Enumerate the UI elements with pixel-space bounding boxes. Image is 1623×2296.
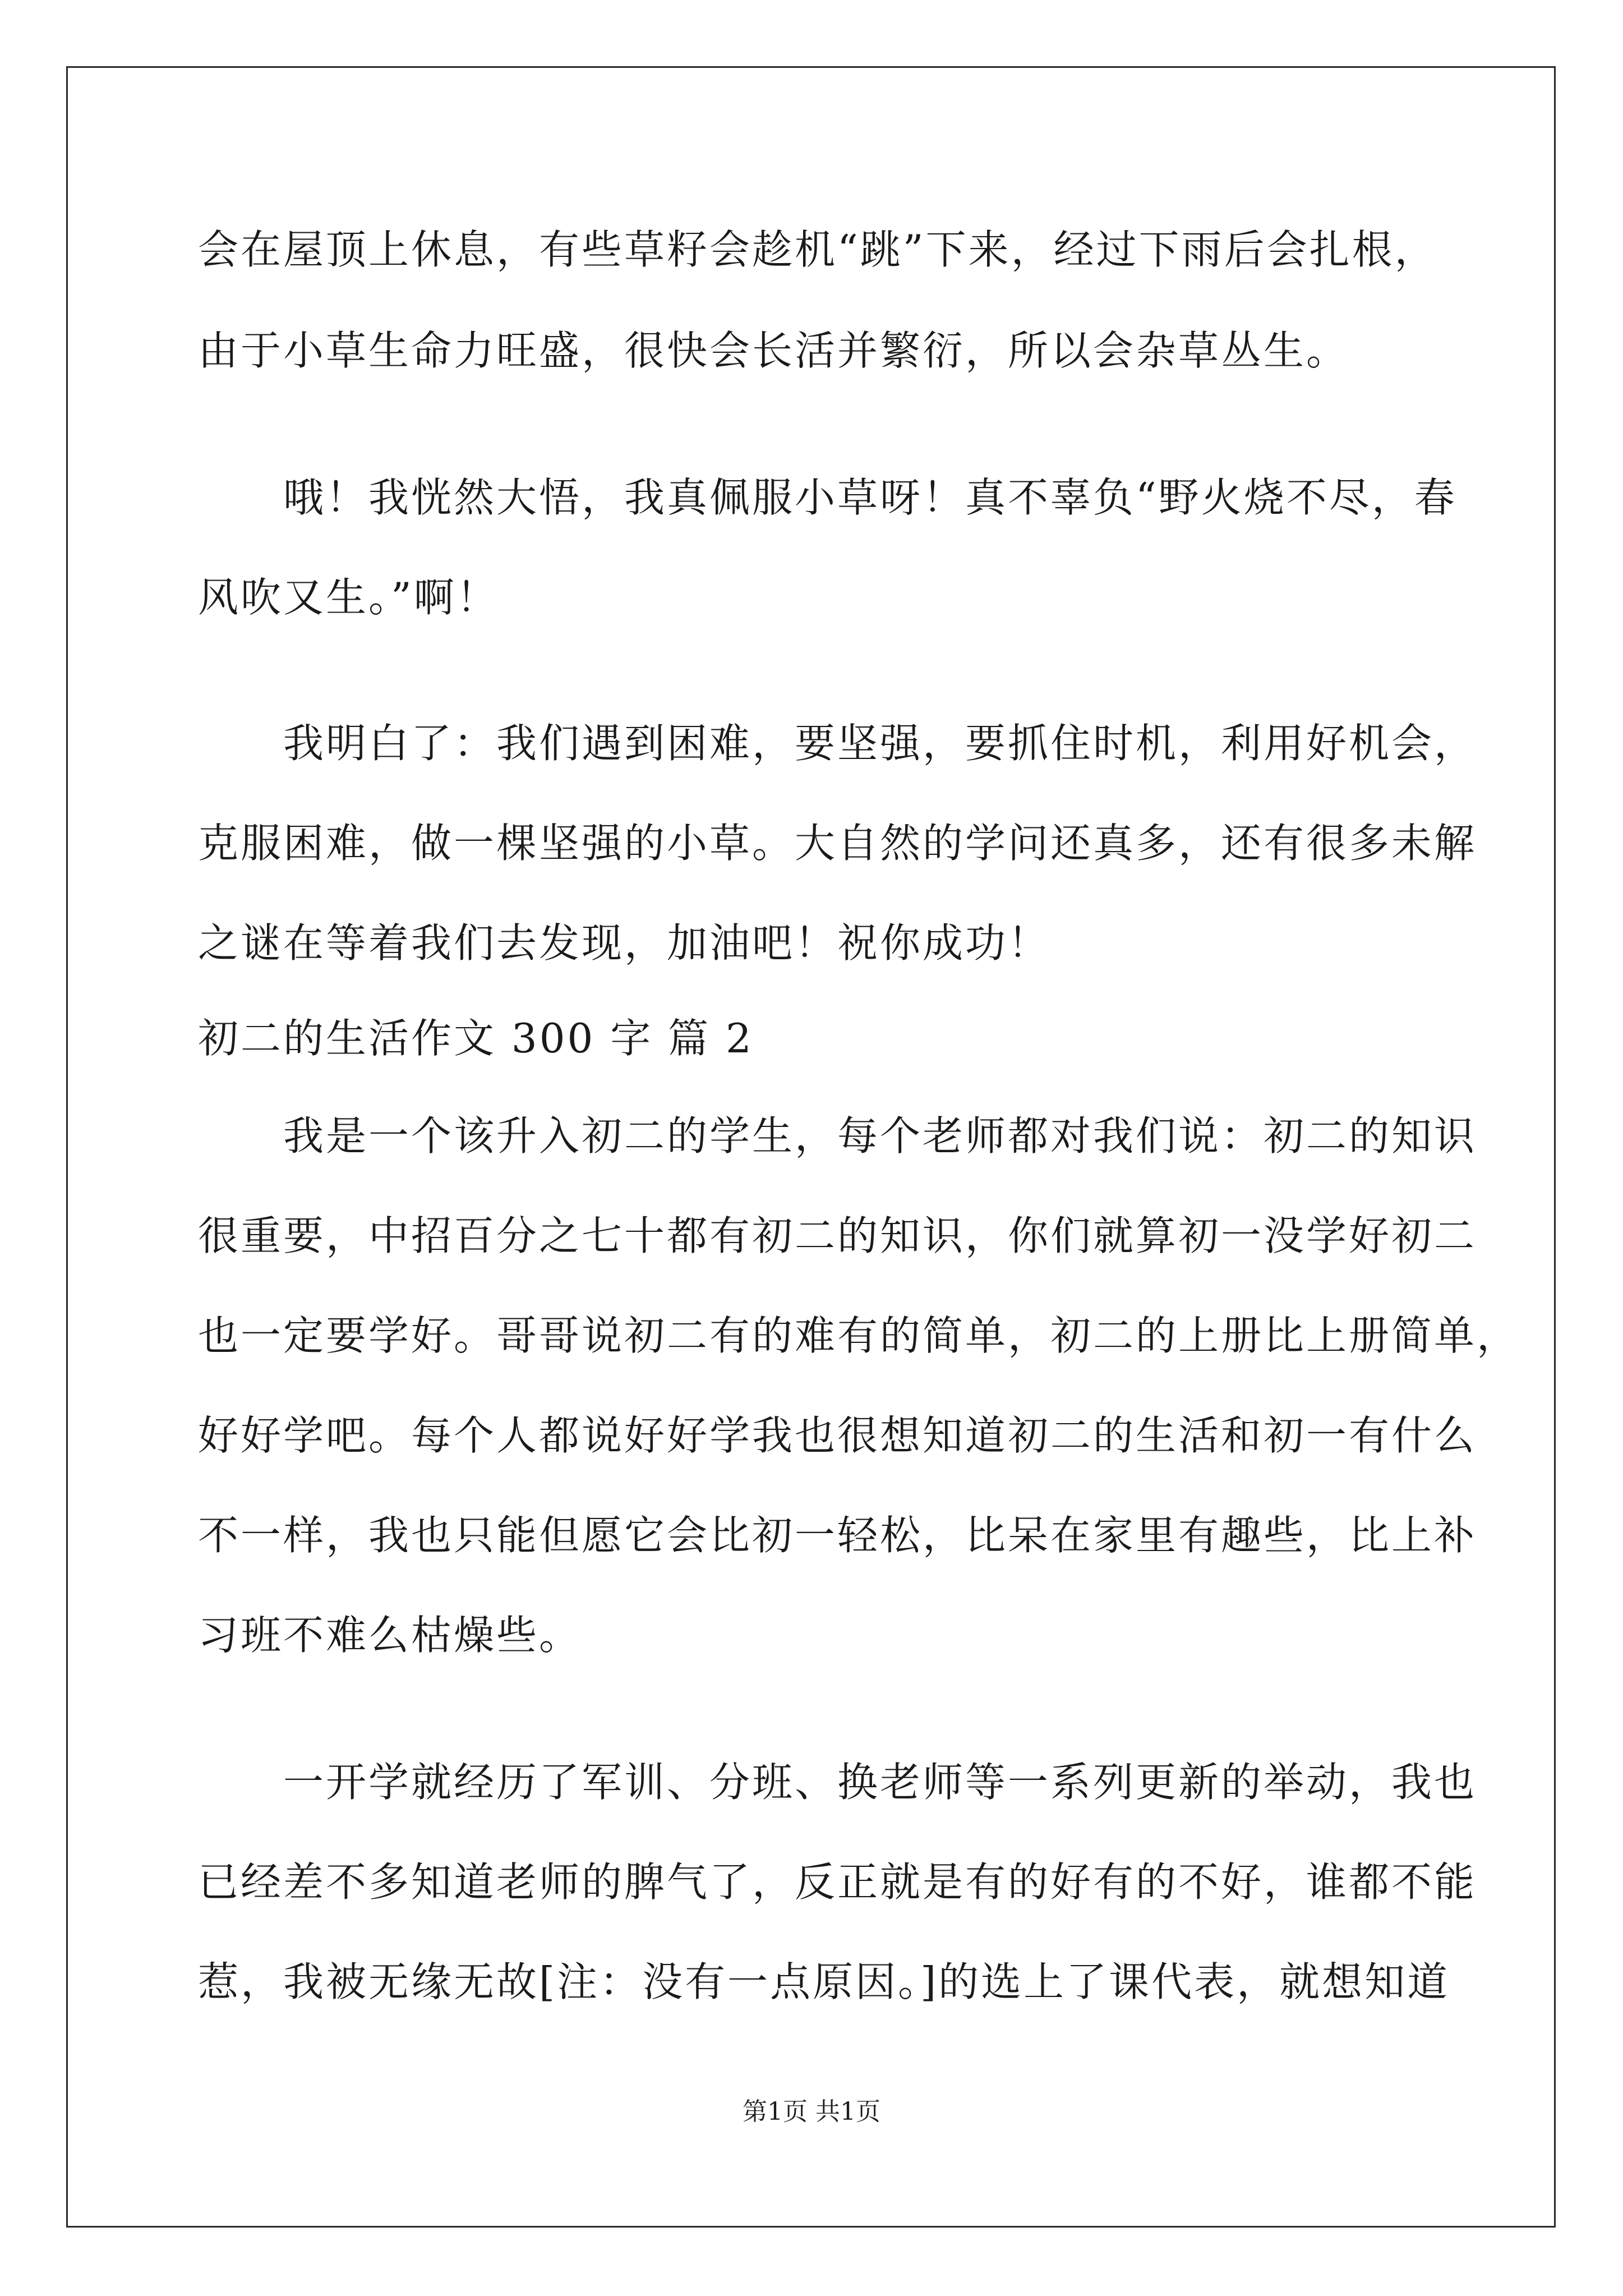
text-line-4: 风吹又生。”啊！ xyxy=(198,574,499,621)
page-number-footer: 第1页 共1页 xyxy=(743,2097,880,2126)
text-line-15: 一开学就经历了军训、分班、换老师等一系列更新的举动，我也 xyxy=(198,1759,1477,1806)
text-line-9: 我是一个该升入初二的学生，每个老师都对我们说：初二的知识 xyxy=(198,1112,1477,1159)
text-line-16: 已经差不多知道老师的脾气了，反正就是有的好有的不好，谁都不能 xyxy=(198,1858,1477,1906)
text-line-7: 之谜在等着我们去发现，加油吧！祝你成功！ xyxy=(198,919,1051,967)
text-line-17: 惹，我被无缘无故[注：没有一点原因。]的选上了课代表，就想知道 xyxy=(198,1958,1450,2005)
text-line-14: 习班不难么枯燥些。 xyxy=(198,1612,582,1659)
section-heading: 初二的生活作文 300 字 篇 2 xyxy=(198,1015,754,1062)
text-line-6: 克服困难，做一棵坚强的小草。大自然的学问还真多，还有很多未解 xyxy=(198,820,1477,867)
text-line-13: 不一样，我也只能但愿它会比初一轻松，比呆在家里有趣些，比上补 xyxy=(198,1512,1477,1559)
text-line-11: 也一定要学好。哥哥说初二有的难有的简单，初二的上册比上册简单， xyxy=(198,1312,1520,1359)
text-line-5: 我明白了：我们遇到困难，要坚强，要抓住时机，利用好机会， xyxy=(198,720,1477,767)
text-line-3: 哦！我恍然大悟，我真佩服小草呀！真不辜负“野火烧不尽，春 xyxy=(198,474,1457,521)
text-line-12: 好好学吧。每个人都说好好学我也很想知道初二的生活和初一有什么 xyxy=(198,1412,1477,1459)
text-line-2: 由于小草生命力旺盛，很快会长活并繁衍，所以会杂草丛生。 xyxy=(198,327,1349,374)
text-line-1: 会在屋顶上休息，有些草籽会趁机“跳”下来，经过下雨后会扎根， xyxy=(198,226,1437,273)
text-line-10: 很重要，中招百分之七十都有初二的知识，你们就算初一没学好初二 xyxy=(198,1212,1477,1259)
